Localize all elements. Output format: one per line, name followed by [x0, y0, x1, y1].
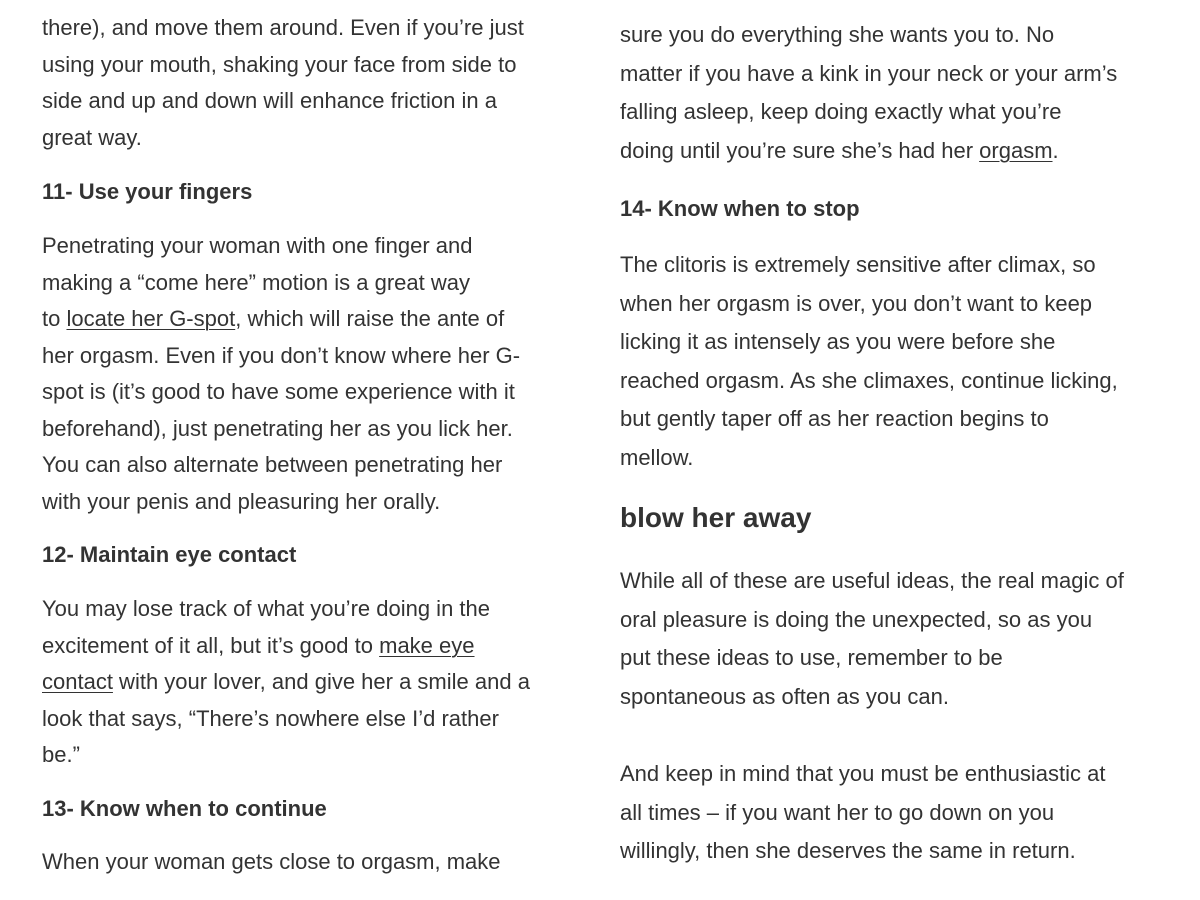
paragraph-know-when-to-continue-cont: [620, 16, 1117, 170]
text-segment: doing until you’re sure she’s had her: [620, 137, 980, 163]
text-line: [42, 664, 530, 701]
text-line: Penetrating your woman with one finger and: [42, 233, 473, 258]
text-line: While all of these are useful ideas, the real magic of: [620, 568, 1124, 593]
text-line: there), and move them around. Even if you’re just: [42, 15, 524, 40]
text-line: making a “come here” motion is a great way: [42, 269, 470, 295]
paragraph-know-when-to-stop: [620, 246, 1118, 477]
make-eye-contact-link-cont[interactable]: contact: [42, 669, 113, 694]
heading-maintain-eye-contact: 12- Maintain eye contact: [42, 542, 297, 567]
text-line: willingly, then she deserves the same in return.: [620, 838, 1076, 863]
paragraph-maintain-eye-contact: [42, 591, 530, 774]
text-line: The clitoris is extremely sensitive after climax, so: [620, 252, 1096, 277]
text-line: matter if you have a kink in your neck or your arm’s: [620, 60, 1118, 86]
text-line: sure you do everything she wants you to. No: [620, 22, 1055, 47]
text-segment: .: [1052, 137, 1059, 163]
text-line: when her orgasm is over, you don’t want to keep: [620, 290, 1093, 316]
text-line: spot is (it’s good to have some experience with it: [42, 379, 515, 404]
text-line: [42, 301, 520, 338]
paragraph-intro: [42, 10, 524, 156]
text-line: spontaneous as often as you can.: [620, 683, 950, 709]
paragraph-use-your-fingers: [42, 228, 520, 520]
text-line: but gently taper off as her reaction begins to: [620, 406, 1049, 431]
text-line: falling asleep, keep doing exactly what you’re: [620, 99, 1062, 124]
text-line: reached orgasm. As she climaxes, continue licking,: [620, 367, 1118, 393]
section-heading-blow-her-away: blow her away: [620, 502, 812, 533]
text-line: be.”: [42, 742, 80, 767]
text-line: oral pleasure is doing the unexpected, so as you: [620, 606, 1093, 632]
locate-g-spot-link[interactable]: locate her G-spot: [66, 306, 236, 331]
text-line: [42, 628, 530, 665]
text-line: mellow.: [620, 444, 694, 470]
text-line: You can also alternate between penetrating her: [42, 452, 503, 477]
heading-use-your-fingers: 11- Use your fingers: [42, 179, 253, 204]
text-line: using your mouth, shaking your face from side to: [42, 51, 517, 77]
text-segment: , which will raise the ante of: [235, 306, 505, 331]
text-line: When your woman gets close to orgasm, make: [42, 849, 501, 874]
paragraph-blow-her-away-2: [620, 755, 1106, 871]
text-line: look that says, “There’s nowhere else I’d rather: [42, 705, 499, 731]
text-line: You may lose track of what you’re doing in the: [42, 596, 491, 621]
text-line: side and up and down will enhance friction in a: [42, 88, 497, 113]
make-eye-contact-link[interactable]: make eye: [379, 632, 475, 658]
paragraph-blow-her-away-1: [620, 562, 1124, 716]
text-segment: with your lover, and give her a smile and a: [112, 669, 530, 694]
text-line: licking it as intensely as you were before she: [620, 329, 1056, 354]
text-segment: excitement of it all, but it’s good to: [42, 632, 380, 658]
text-line: [620, 132, 1117, 171]
text-line: her orgasm. Even if you don’t know where her G-: [42, 342, 521, 368]
heading-know-when-to-stop: 14- Know when to stop: [620, 196, 860, 221]
heading-know-when-to-continue: 13- Know when to continue: [42, 796, 327, 821]
paragraph-know-when-to-continue: [42, 844, 501, 881]
orgasm-link[interactable]: orgasm: [979, 137, 1053, 163]
text-line: beforehand), just penetrating her as you lick her.: [42, 415, 513, 441]
text-line: put these ideas to use, remember to be: [620, 645, 1003, 670]
text-line: all times – if you want her to go down on you: [620, 799, 1055, 825]
text-line: with your penis and pleasuring her orally.: [42, 488, 441, 514]
text-line: And keep in mind that you must be enthusiastic at: [620, 761, 1106, 786]
text-segment: to: [42, 306, 67, 331]
text-line: great way.: [42, 124, 142, 150]
